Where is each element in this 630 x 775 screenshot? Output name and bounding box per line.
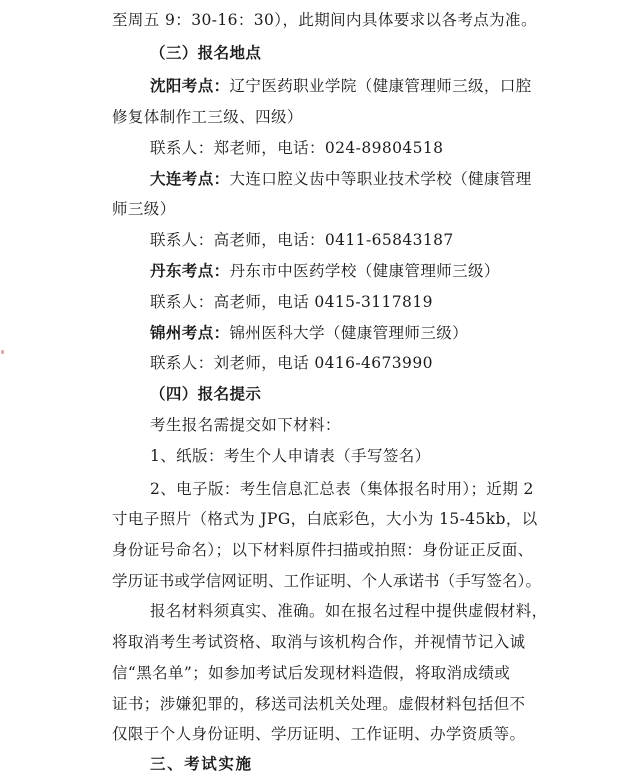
line-text: 仅限于个人身份证明、学历证明、工作证明、办学资质等。 <box>112 725 526 743</box>
line-text: 师三级） <box>112 200 176 218</box>
chapter-heading <box>150 753 253 775</box>
site-detail: 丹东市中医药学校（健康管理师三级） <box>229 262 500 280</box>
site-label: 锦州考点： <box>150 323 230 342</box>
exam-site-jinzhou <box>150 322 468 344</box>
line-text: 证书；涉嫌犯罪的，移送司法机关处理。虚假材料包括但不 <box>112 695 526 713</box>
text-line <box>112 570 541 592</box>
text-line <box>150 414 341 436</box>
heading-text: （三）报名地点 <box>150 43 262 62</box>
contact-text: 联系人：高老师，电话：0411-65843187 <box>150 231 454 249</box>
text-line <box>150 600 548 622</box>
heading-text: 三、考试实施 <box>150 754 253 773</box>
line-text: 报名材料须真实、准确。如在报名过程中提供虚假材料， <box>150 602 548 620</box>
site-label: 大连考点： <box>150 169 230 188</box>
text-line <box>112 723 525 745</box>
line-text: 将取消考生考试资格、取消与该机构合作，并视情节记入诚 <box>112 633 526 651</box>
line-text: 身份证号命名）；以下材料原件扫描或拍照：身份证正反面、 <box>112 541 534 559</box>
line-text: 学历证书或学信网证明、工作证明、个人承诺书（手写签名）。 <box>112 572 542 590</box>
scan-mark <box>1 350 4 354</box>
contact-line <box>150 352 433 374</box>
line-text: 寸电子照片（格式为 JPG，白底彩色，大小为 15-45kb，以 <box>112 510 538 528</box>
site-label: 丹东考点： <box>150 261 230 280</box>
line-text: 修复体制作工三级、四级） <box>112 108 303 126</box>
heading-text: （四）报名提示 <box>150 384 262 403</box>
site-detail: 锦州医科大学（健康管理师三级） <box>229 324 469 342</box>
text-line <box>112 198 176 220</box>
exam-site-dalian <box>150 168 532 190</box>
contact-text: 联系人：郑老师，电话：024-89804518 <box>150 139 444 157</box>
list-item <box>150 445 431 467</box>
section-heading <box>150 42 261 64</box>
site-detail: 大连口腔义齿中等职业技术学校（健康管理 <box>229 170 532 188</box>
contact-line <box>150 229 454 251</box>
exam-site-shenyang <box>150 75 532 97</box>
contact-line <box>150 291 433 313</box>
contact-text: 联系人：高老师，电话 0415-3117819 <box>150 293 433 311</box>
line-text: 1、纸版：考生个人申请表（手写签名） <box>150 447 431 465</box>
site-label: 沈阳考点： <box>150 76 230 95</box>
text-line <box>112 539 534 561</box>
site-detail: 辽宁医药职业学院（健康管理师三级，口腔 <box>229 77 532 95</box>
line-text: 信“黑名单”；如参加考试后发现材料造假，将取消成绩或 <box>112 664 511 682</box>
text-line <box>112 106 303 128</box>
exam-site-dandong <box>150 260 500 282</box>
text-line <box>112 508 538 530</box>
line-text: 2、电子版：考生信息汇总表（集体报名时用）；近期 2 <box>150 480 534 498</box>
text-line <box>112 9 537 31</box>
contact-text: 联系人：刘老师，电话 0416-4673990 <box>150 354 433 372</box>
line-text: 至周五 9：30-16：30），此期间内具体要求以各考点为准。 <box>112 11 537 29</box>
text-line <box>112 662 510 684</box>
line-text: 考生报名需提交如下材料： <box>150 416 341 434</box>
text-line <box>112 631 525 653</box>
contact-line <box>150 137 443 159</box>
section-heading <box>150 383 261 405</box>
list-item <box>150 478 534 500</box>
text-line <box>112 693 525 715</box>
